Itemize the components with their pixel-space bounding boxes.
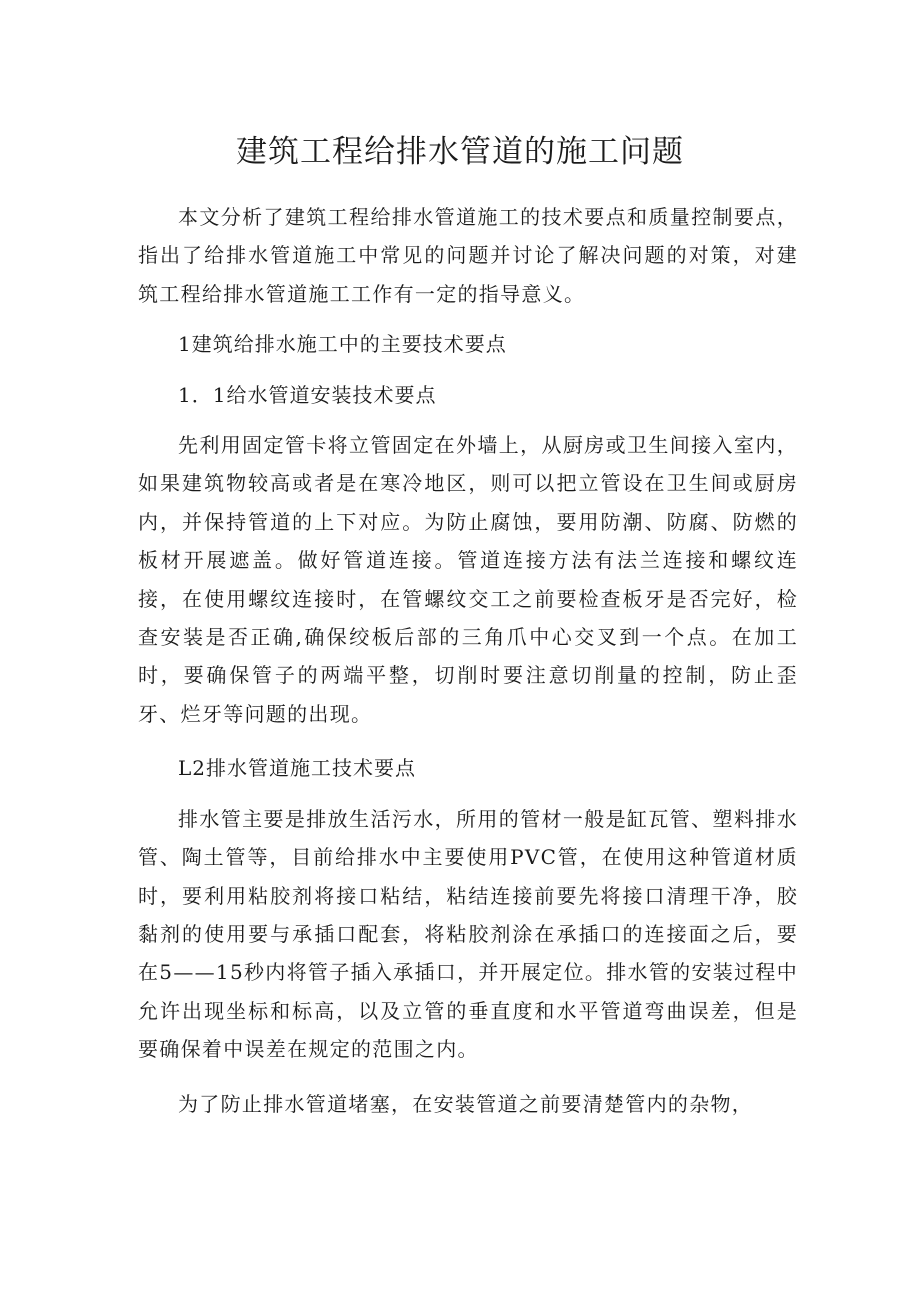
body-paragraph-drainage: 排水管主要是排放生活污水，所用的管材一般是缸瓦管、塑料排水管、陶土管等，目前给排水中主要使用PVC管，在使用这种管道材质时，要利用粘胶剂将接口粘结，粘结连接前要先将接口清理干净，胶黏剂的使用要与承插口配套，将粘胶剂涂在承插口的连接面之后，要在5——15秒内将管子插入承插口，并开展定位。排水管的安装过程中允许出现坐标和标高，以及立管的垂直度和水平管道弯曲误差，但是要确保着中误差在规定的范围之内。 [138, 806, 798, 1062]
document-body [138, 198, 798, 1123]
body-paragraph-water-supply: 先利用固定管卡将立管固定在外墙上，从厨房或卫生间接入室内，如果建筑物较高或者是在寒冷地区，则可以把立管设在卫生间或厨房内，并保持管道的上下对应。为防止腐蚀，要用防潮、防腐、防燃的板材开展遮盖。做好管道连接。管道连接方法有法兰连接和螺纹连接，在使用螺纹连接时，在管螺纹交工之前要检查板牙是否完好，检查安装是否正确,确保绞板后部的三角爪中心交叉到一个点。在加工时，要确保管子的两端平整，切削时要注意切削量的控制，防止歪牙、烂牙等问题的出现。 [138, 433, 798, 726]
subsection-heading-1-1: 1．1给水管道安装技术要点 [178, 382, 437, 407]
section-heading-1: 1建筑给排水施工中的主要技术要点 [178, 332, 507, 357]
subsection-heading-1-2: L2排水管道施工技术要点 [178, 756, 417, 781]
body-paragraph-blockage: 为了防止排水管道堵塞，在安装管道之前要清楚管内的杂物， [178, 1091, 754, 1116]
abstract-paragraph: 本文分析了建筑工程给排水管道施工的技术要点和质量控制要点，指出了给排水管道施工中常见的问题并讨论了解决问题的对策，对建筑工程给排水管道施工工作有一定的指导意义。 [138, 205, 798, 306]
document-title: 建筑工程给排水管道的施工问题 [236, 134, 684, 170]
